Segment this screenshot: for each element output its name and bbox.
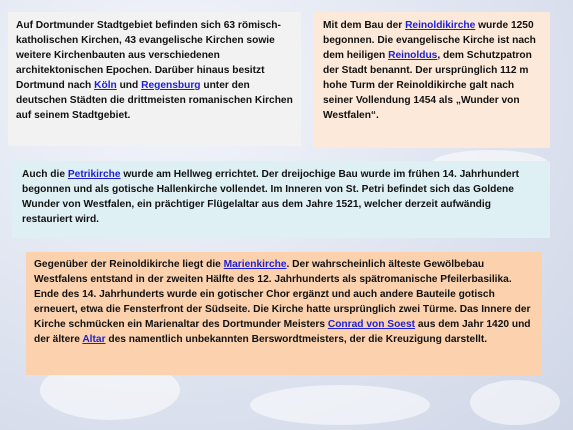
link-reinoldus[interactable]: Reinoldus [388, 50, 438, 61]
link-reinoldikirche[interactable]: Reinoldikirche [405, 20, 476, 31]
reinoldikirche-paragraph: Mit dem Bau der Reinoldikirche wurde 1250 begonnen. Die evangelische Kirche ist nach dem heiligen Reinoldus, dem Schutzpatron der Stadt benannt. Der ursprünglich 112 m hohe Turm der Reinoldikirche galt nach seiner Vollendung 1454 als „Wunder von Westfalen“. [323, 20, 536, 121]
link-koeln[interactable]: Köln [94, 80, 117, 91]
marienkirche-paragraph: Gegenüber der Reinoldikirche liegt die Marienkirche. Der wahrscheinlich älteste Gewölbebau Westfalens entstand in der zweiten Hälfte des 12. Jahrhunderts als spätromanische Pfeilerbasilika. Ende des 14. Jahrhunderts wurde ein gotischer Chor ergänzt und auch andere Bauteile gotisch erneuert, etwa die Fensterfront der Südseite. Die Kirche hatte ursprünglich zwei Türme. Das Innere der Kirche schmücken ein Marienaltar des Dortmunder Meisters Conrad von Soest aus dem Jahr 1420 und der ältere Altar des namentlich unbekannten Berswordtmeisters, der die Kreuzigung darstellt. [34, 259, 531, 345]
text-box-intro [8, 12, 301, 146]
intro-paragraph: Auf Dortmunder Stadtgebiet befinden sich 63 römisch-katholischen Kirchen, 43 evangelische Kirchen sowie weitere Kirchenbauten aus verschiedenen architektonischen Epochen. Darüber hinaus besitzt Dortmund nach Köln und Regensburg unter den deutschen Städten die drittmeisten romanischen Kirchen auf seinem Stadtgebiet. [16, 20, 293, 121]
link-marienkirche[interactable]: Marienkirche [223, 259, 287, 270]
link-conrad-von-soest[interactable]: Conrad von Soest [327, 319, 416, 330]
background-snow [470, 380, 560, 425]
petrikirche-paragraph: Auch die Petrikirche wurde am Hellweg errichtet. Der dreijochige Bau wurde im frühen 14. Jahrhundert begonnen und als gotische Hallenkirche vollendet. Im Inneren von St. Petri befindet sich das Goldene Wunder von Westfalen, ein prächtiger Flügelaltar aus dem Jahre 1521, welcher derzeit aufwändig restauriert wird. [22, 169, 520, 225]
text-box-petrikirche [12, 161, 550, 238]
link-regensburg[interactable]: Regensburg [141, 80, 201, 91]
background-snow [250, 385, 430, 425]
link-altar[interactable]: Altar [82, 334, 106, 345]
text-box-reinoldikirche [313, 12, 550, 148]
link-petrikirche[interactable]: Petrikirche [67, 169, 121, 180]
text-box-marienkirche [26, 252, 542, 375]
